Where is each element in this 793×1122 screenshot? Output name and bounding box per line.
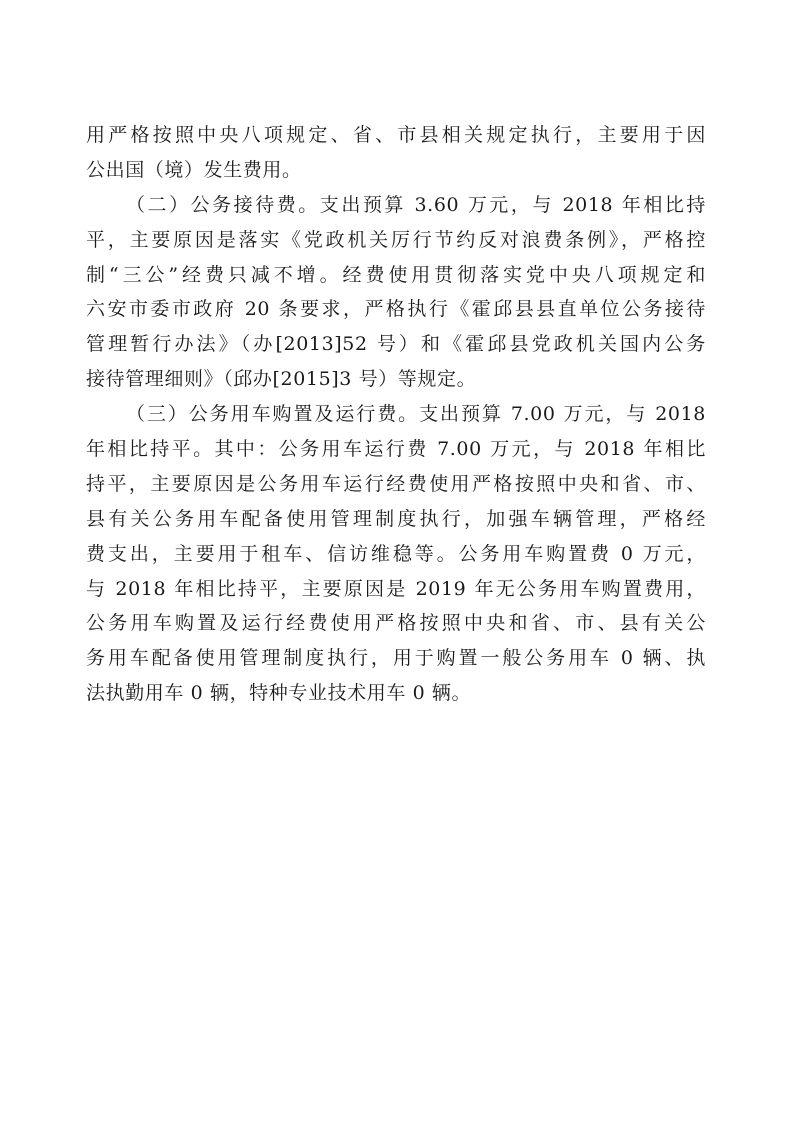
text-line: 管理暂行办法》（办[2013]52 号）和《霍邱县党政机关国内公务 xyxy=(86,333,706,356)
body-text xyxy=(86,118,706,711)
paragraph-first-line: （三）公务用车购置及运行费。支出预算 7.00 万元，与 2018 xyxy=(126,403,706,426)
text-line: 法执勤用车 0 辆，特种专业技术用车 0 辆。 xyxy=(86,682,472,705)
text-line: 接待管理细则》（邱办[2015]3 号）等规定。 xyxy=(86,368,477,391)
text-line: 县有关公务用车配备使用管理制度执行，加强车辆管理，严格经 xyxy=(86,507,706,530)
text-line: 六安市委市政府 20 条要求，严格执行《霍邱县县直单位公务接待 xyxy=(86,298,706,321)
text-line: 用严格按照中央八项规定、省、市县相关规定执行，主要用于因 xyxy=(86,124,706,146)
text-line: 公务用车购置及运行经费使用严格按照中央和省、市、县有关公 xyxy=(86,612,706,635)
text-line: 费支出，主要用于租车、信访维稳等。公务用车购置费 0 万元， xyxy=(86,542,706,565)
text-line: 制“三公”经费只减不增。经费使用贯彻落实党中央八项规定和 xyxy=(86,263,706,286)
text-line: 务用车配备使用管理制度执行，用于购置一般公务用车 0 辆、执 xyxy=(86,647,706,670)
paragraph-first-line: （二）公务接待费。支出预算 3.60 万元，与 2018 年相比持 xyxy=(126,193,706,216)
text-line: 平，主要原因是落实《党政机关厉行节约反对浪费条例》，严格控 xyxy=(86,228,706,251)
text-line: 持平，主要原因是公务用车运行经费使用严格按照中央和省、市、 xyxy=(86,472,706,495)
text-line: 与 2018 年相比持平，主要原因是 2019 年无公务用车购置费用， xyxy=(86,577,706,600)
text-line: 年相比持平。其中：公务用车运行费 7.00 万元，与 2018 年相比 xyxy=(86,438,706,461)
text-line: 公出国（境）发生费用。 xyxy=(86,158,302,181)
